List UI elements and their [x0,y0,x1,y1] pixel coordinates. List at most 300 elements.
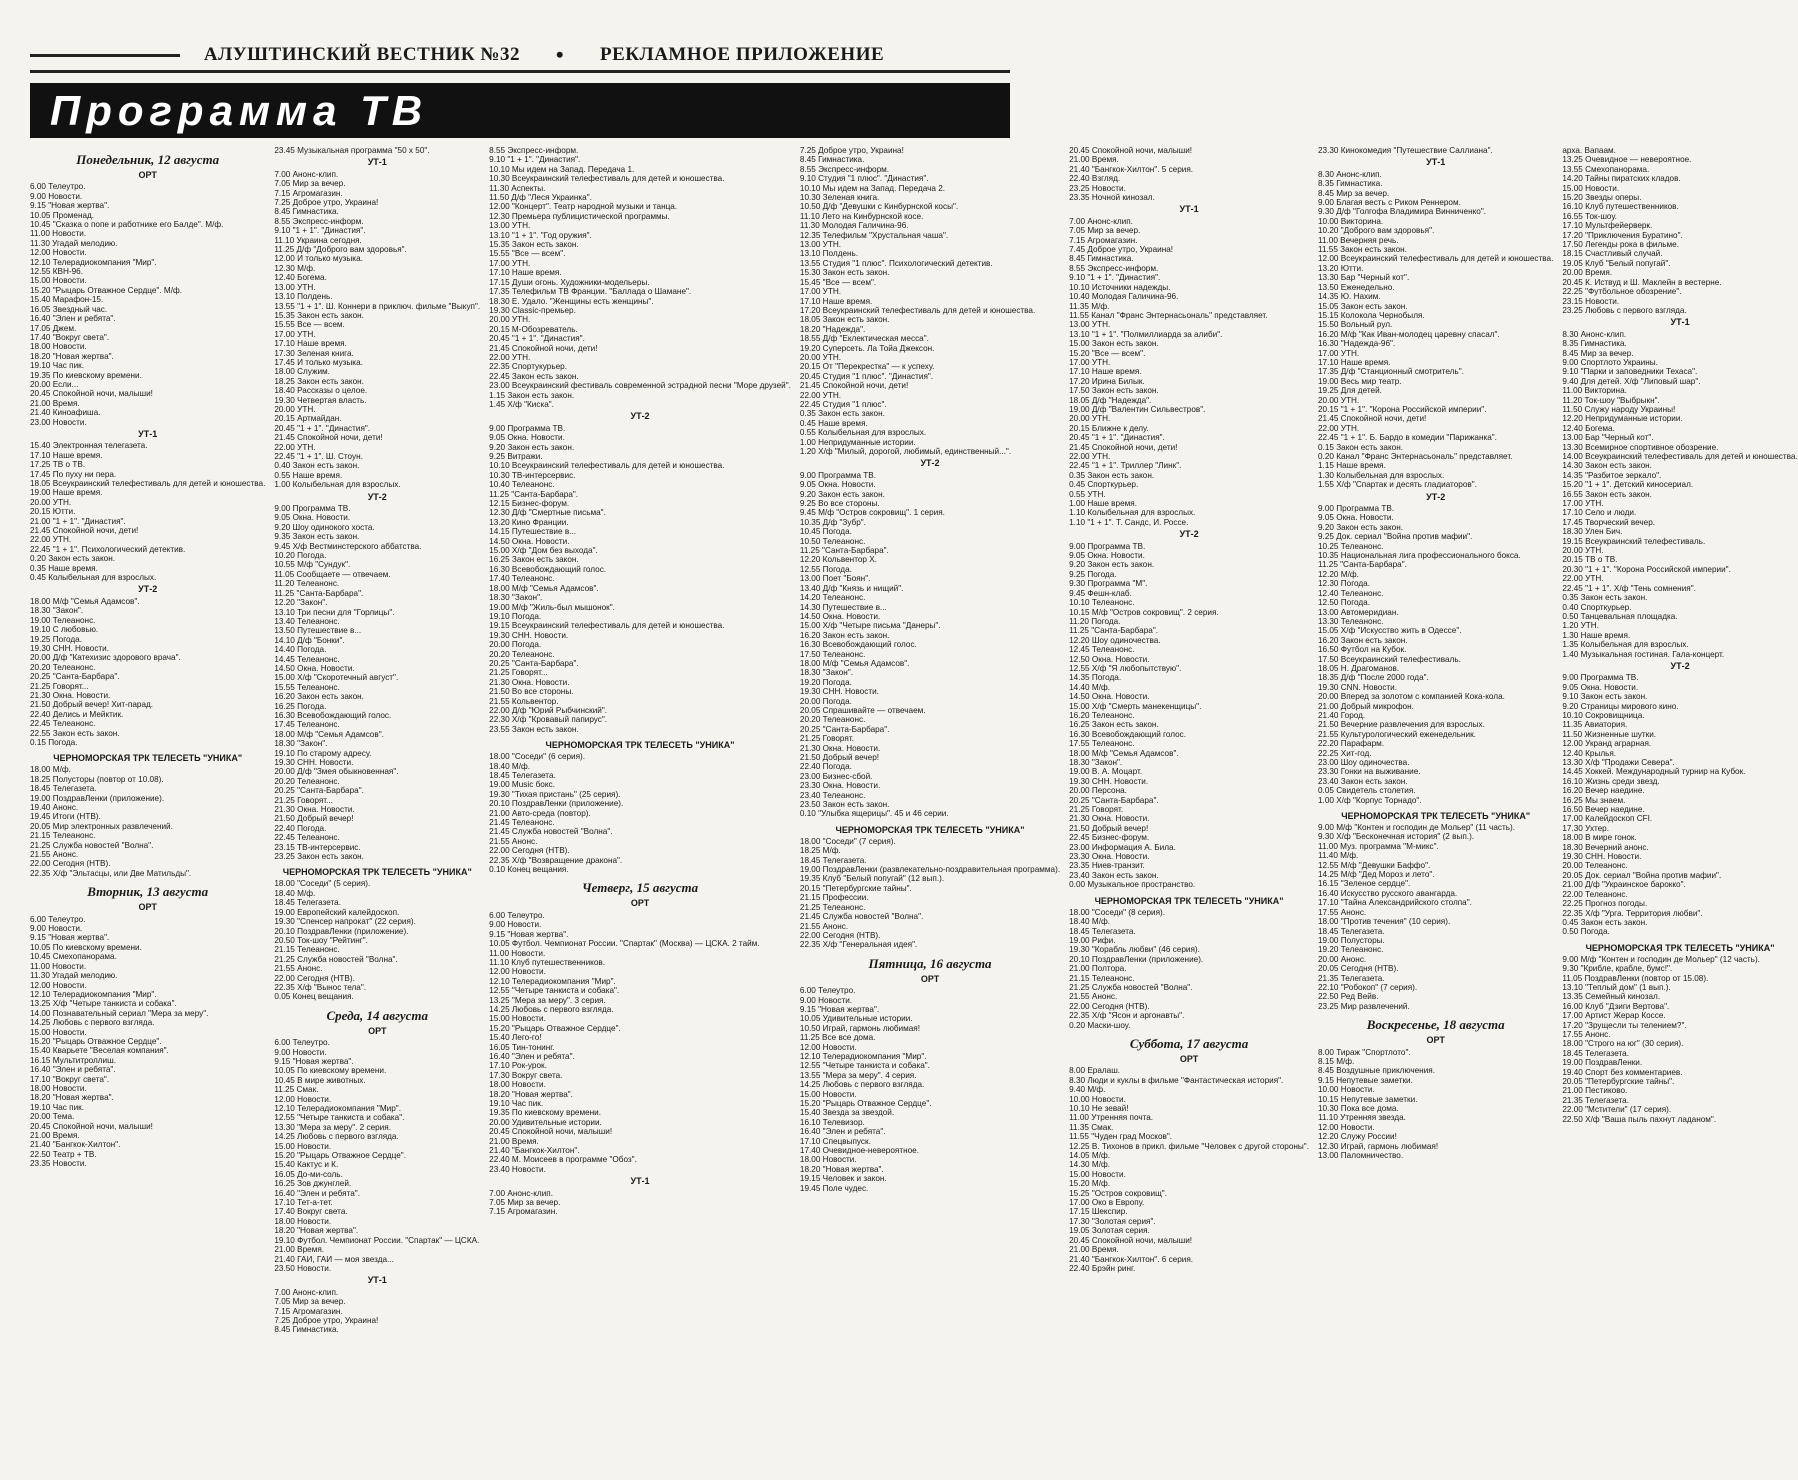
program-entry: 21.35 Телегазета. [1562,1095,1629,1105]
program-entry: 8.35 Гимнастика. [1562,339,1627,349]
program-entry: 19.45 Итоги (НТВ). [30,812,101,822]
program-entry: 16.20 Вечер наедине. [1562,786,1645,796]
program-entry: 13.55 Смехопанорама. [1562,164,1650,174]
program-entry: 23.00 Всеукраинский фестиваль современной эстрадной песни "Море друзей". [489,381,791,391]
program-entry: 17.20 Всеукраинский телефестиваль для детей и юношества. [799,305,1036,315]
program-entry: 21.25 Говорят... [489,668,548,678]
program-entry: 18.00 М/ф "Семья Адамсов". [799,658,910,668]
program-entry: 7.45 Доброе утро, Украина! [1069,245,1174,255]
program-entry: 12.40 Богема. [274,273,327,283]
program-entry: 9.25 Док. сериал "Война против мафии". [1318,532,1473,542]
program-entry: 12.25 В. Тихонов в прикл. фильме "Человек с другой стороны". [1069,1141,1309,1151]
program-entry: 17.00 УТН. [1069,357,1111,367]
program-entry: 17.40 Вокруг света. [274,1207,348,1217]
program-entry: 19.00 Полусторы. [1318,935,1385,945]
newspaper-title: АЛУШТИНСКИЙ ВЕСТНИК №32 [203,44,520,65]
tv-program-masthead: Программа ТВ [30,83,1010,138]
program-entry: 21.00 Полтора. [1069,964,1127,974]
program-entry: 19.20 Суперсеть. Ла Тойа Джексон. [799,343,935,353]
program-entry: 19.00 ПоздравЛенки (приложение). [30,793,165,803]
program-entry: 18.30 "Закон". [1069,758,1123,767]
program-entry: 12.55 "Четыре танкиста и собака". [489,986,620,996]
schedule-column [30,146,265,1456]
program-entry: 9.15 Непутевые заметки. [1318,1075,1413,1085]
program-entry: 11.55 "Чуден град Москов". [1069,1132,1173,1142]
program-entry: 10.10 Мы идем на Запад. Передача 1. [489,164,635,174]
program-entry: 13.35 Семейный кинозал. [1562,992,1661,1002]
program-entry: 8.55 Экспресс-информ. [799,164,890,174]
program-entry: 9.00 Программа ТВ. [1069,541,1146,551]
program-entry: 15.20 "Рыцарь Отважное Сердце". М/ф. [30,285,182,295]
program-entry: 19.00 Д/ф "Валентин Сильвестров". [1069,404,1206,414]
program-entry: 11.25 "Санта-Барбара". [799,546,889,556]
program-entry: 18.20 "Новая жертва". [799,1164,884,1174]
program-entry: 20.15 Ближне к делу. [1069,423,1149,433]
program-entry: 9.15 "Новая жертва". [30,201,110,211]
program-entry: 14.15 Путешествие в... [489,527,577,537]
program-entry: 15.20 "Рыцарь Отважное Сердце". [30,1036,162,1046]
program-entry: 16.30 "Надежда-96". [1318,339,1396,349]
program-entry: 20.00 УТН. [30,497,72,507]
program-entry: 21.40 Киноафиша. [30,408,101,418]
program-entry: 9.00 Программа ТВ. [489,423,566,433]
program-entry: 19.00 Европейский калейдоскоп. [274,907,400,917]
program-entry: 22.45 "1 + 1". Б. Бардо в комедии "Парижанка". [1318,433,1497,443]
program-entry: 13.55 "Мера за меру". 4 серия. [799,1070,917,1080]
program-entry: 9.20 Закон есть закон. [799,489,885,499]
program-entry: 13.30 Всемирное спортивное обозрение. [1562,442,1719,452]
program-entry: 16.30 Всевобождающий голос. [489,564,607,574]
program-entry: 16.05 Тин-тонинг. [489,1042,555,1052]
program-entry: 16.40 Искусство русского авангарда. [1318,888,1458,898]
program-entry: 0.40 Закон есть закон. [274,461,360,471]
program-entry: 22.35 Х/ф "Вынос тела". [274,982,367,992]
channel-heading: ОРТ [1179,1053,1199,1064]
program-entry: 7.05 Мир за вечер. [1069,226,1141,236]
program-entry: 22.00 УТН. [30,535,72,545]
program-entry: 9.15 "Новая жертва". [799,1004,880,1014]
program-entry: 21.45 Спокойной ночи, дети! [1069,442,1178,452]
schedule-column [1562,146,1797,1456]
program-entry: 21.25 Говорят. [799,734,854,744]
program-entry: 16.50 Вечер наедине. [1562,805,1645,815]
program-entry: 23.35 Новости. [30,1159,87,1169]
program-entry: 8.45 Гимнастика. [274,207,339,217]
program-entry: 8.45 Мир за вечер. [1318,188,1390,198]
program-entry: 14.40 М/ф. [1069,682,1110,692]
program-entry: 23.00 Бизнес-сбой. [799,771,873,781]
program-entry: 21.50 Добрый вечер! [1069,823,1149,833]
program-entry: 17.55 Анонс. [1562,1029,1611,1039]
program-entry: 10.15 М/ф "Остров сокровищ". 2 серия. [1069,607,1219,617]
channel-heading: ОРТ [630,898,650,909]
program-entry: 23.00 Новости. [30,417,87,427]
program-entry: 17.35 Д/ф "Станционный смотритель". [1318,367,1464,377]
program-entry: 13.25 Х/ф "Четыре танкиста и собака". [30,999,177,1009]
program-entry: 13.40 Телеанонс. [274,616,340,626]
program-entry: 18.35 Д/ф "После 2000 года". [1318,673,1429,683]
program-entry: 9.05 Окна. Новости. [1069,551,1145,561]
program-entry: 9.00 Программа ТВ. [274,504,351,514]
program-entry: 18.00 "Соседи" (6 серия). [489,752,586,762]
program-entry: 12.50 Погода. [1318,598,1370,608]
program-entry: 20.00 Телеанонс. [1562,861,1628,871]
program-entry: 18.45 Телегазета. [1318,926,1385,936]
program-entry: 6.00 Телеутро. [30,914,86,924]
program-entry: 10.45 Смехопанорама. [30,952,117,962]
program-entry: 22.35 Х/ф "Генеральная идея". [799,940,918,950]
program-entry: 20.00 Если... [30,379,79,389]
program-entry: 14.25 Любовь с первого взгляда. [799,1080,925,1090]
program-entry: 12.10 Телерадиокомпания "Мир". [30,989,157,999]
program-entry: 16.50 Футбол на Кубок. [1318,645,1407,655]
program-entry: 19.00 ПоздравЛенки. [1562,1058,1643,1068]
program-entry: 8.45 Гимнастика. [274,1325,339,1335]
program-entry: 0.55 Наше время. [274,470,343,480]
program-entry: 21.45 Служба новостей "Волна". [489,827,613,837]
program-entry: 13.00 УТН. [274,282,316,292]
program-entry: 1.30 Наше время. [1562,630,1631,640]
program-entry: 22.00 УТН. [1562,574,1604,584]
program-entry: 21.00 Время. [1069,1245,1119,1255]
program-entry: 22.00 УТН. [274,442,316,452]
program-entry: 18.20 "Новая жертва". [30,351,114,361]
program-entry: 22.45 Студия "1 плюс". [799,399,887,409]
program-entry: 21.40 "Бангкок-Хилтон". [30,1140,121,1150]
program-entry: 12.20 Шоу одиночества. [1069,635,1161,645]
program-entry: 18.00 Новости. [799,1155,857,1165]
program-entry: 15.20 Звезды оперы. [1562,193,1642,203]
program-entry: 11.25 "Санта-Барбара". [1069,626,1159,636]
program-entry: 20.45 Спокойной ночи, малыши! [30,389,153,399]
program-entry: 9.05 Окна. Новости. [489,433,565,443]
program-entry: 9.30 Д/ф "Голгофа Владимира Винниченко". [1318,207,1487,217]
program-entry: 15.20 "Рыцарь Отважное Сердце". [489,1023,621,1033]
program-entry: 13.10 "Теплый дом" (1 вып.). [1562,982,1671,992]
program-entry: 14.50 Окна. Новости. [274,663,355,673]
program-entry: 21.30 Окна. Новости. [799,743,881,753]
program-entry: 19.05 Золотая серия. [1069,1226,1150,1236]
program-entry: 11.50 Служу народу Украины! [1562,404,1676,414]
program-entry: 1.10 Колыбельная для взрослых. [1069,508,1196,518]
program-entry: 19.25 Погода. [30,634,82,644]
channel-heading: УТ-2 [367,491,387,502]
program-entry: 8.15 М/ф. [1318,1056,1355,1066]
program-entry: 0.55 Колыбельная для взрослых. [799,428,927,438]
program-entry: 20.05 Мир электронных развлечений. [30,821,173,831]
program-entry: 20.45 "1 + 1". "Династия". [489,334,585,344]
program-entry: 18.30 Вечерний анонс. [1562,842,1649,852]
program-entry: 17.00 УТН. [489,258,531,268]
program-entry: 21.15 Телеанонс. [1069,973,1135,983]
program-entry: 12.00 Новости. [489,967,546,977]
program-entry: 9.15 "Новая жертва". [274,1056,354,1066]
program-entry: 16.15 "Зеленое сердце". [1318,879,1411,889]
program-entry: 22.40 Погода. [799,762,852,772]
program-entry: 16.30 Всевобождающий голос. [1069,729,1187,739]
program-entry: 20.25 "Санта-Барбара". [489,658,579,668]
program-entry: 17.10 Тет-а-тет. [274,1198,333,1208]
program-entry: 11.10 Лето на Кинбурнской косе. [799,211,924,221]
program-entry: 10.55 М/ф "Сундук". [274,560,351,570]
program-entry: 12.10 Телерадиокомпания "Мир". [274,1104,401,1113]
program-entry: 10.00 Викторина. [1318,216,1384,226]
program-entry: 23.50 Новости. [274,1263,332,1273]
program-entry: 11.00 Утренняя почта. [1069,1113,1154,1123]
program-entry: 21.00 Время. [489,1136,539,1146]
program-entry: 14.35 Ю. Нахим. [1318,292,1381,302]
program-entry: 22.40 Погода. [274,823,327,833]
program-entry: 21.55 Анонс. [489,836,538,846]
channel-heading: УТ-2 [138,584,158,595]
program-entry: 17.45 По пуху ни пера. [30,469,117,479]
program-entry: 21.25 Служба новостей "Волна". [1069,982,1193,992]
program-entry: 16.30 Всевобождающий голос. [799,640,917,650]
program-entry: 12.40 Богема. [1562,423,1615,433]
program-entry: 19.00 В. А. Моцарт. [1069,767,1143,777]
program-entry: 23.55 Закон есть закон. [489,724,579,734]
program-entry: 10.45 Погода. [799,527,852,537]
program-entry: 12.40 Телеанонс. [1318,588,1384,598]
program-entry: 8.00 Ералаш. [1069,1066,1121,1076]
program-entry: 15.20 "Все — всем". [1069,348,1146,358]
program-entry: 18.40 М/ф. [1069,917,1110,927]
program-entry: 11.20 Погода. [1069,616,1121,626]
program-entry: 20.00 Д/ф "Змея обыкновенная". [274,767,399,777]
day-heading: Среда, 14 августа [326,1007,429,1023]
program-entry: 13.00 Паломничество. [1318,1151,1404,1161]
program-entry: 18.55 Д/ф "Еклектическая месса". [799,334,929,344]
program-entry: 12.55 Х/ф "Я любопытствую". [1069,663,1182,673]
program-entry: 15.00 Новости. [489,1014,546,1024]
program-entry: 11.30 Молодая Галичина-96. [799,221,909,231]
program-entry: 21.25 Говорят... [30,681,89,691]
program-entry: 10.50 Д/ф "Девушки с Кинбурнской косы". [799,202,959,212]
program-entry: 18.00 "Соседи" (5 серия). [274,879,371,889]
program-entry: 12.55 Погода. [799,564,852,574]
program-entry: 14.45 Телеанонс. [274,654,340,664]
program-entry: 12.00 И только музыка. [274,254,363,264]
channel-heading: ОРТ [920,973,940,984]
program-entry: 12.00 "Концерт". Театр народной музыки и танца. [489,202,678,212]
program-entry: 18.00 Новости. [489,1080,546,1090]
program-entry: 11.50 Д/ф "Леся Украинка". [489,193,592,203]
program-entry: 22.00 Сегодня (НТВ). [1069,1001,1150,1011]
program-entry: 17.10 Спецвыпуск. [799,1136,871,1146]
program-entry: 23.35 Ниев-транзит. [1069,861,1145,871]
program-entry: 19.30 СНН. Новости. [489,630,569,640]
program-entry: 20.15 ТВ о ТВ. [1562,555,1618,565]
channel-heading: ОРТ [138,170,157,180]
program-entry: 15.25 "Остров сокровищ". [1069,1188,1167,1198]
program-entry: 21.15 Телеанонс. [274,945,340,955]
channel-heading: УТ-2 [1426,491,1446,502]
program-entry: 15.00 Новости. [274,1141,332,1151]
program-entry: 11.30 Угадай мелодию. [30,971,118,981]
program-entry: 22.45 Телеанонс. [274,833,340,843]
channel-heading: УТ-2 [920,458,940,469]
program-entry: 22.00 Сегодня (НТВ). [30,859,111,869]
program-entry: 19.45 Поле чудес. [799,1183,869,1193]
program-entry: 18.00 "Против течения" (10 серия). [1318,917,1451,927]
program-entry: 16.00 Клуб "Дзиги Вертова". [1562,1001,1670,1011]
program-entry: 21.40 ГАИ, ГАИ — моя звезда... [274,1254,394,1264]
program-entry: 23.25 Новости. [1069,183,1126,193]
program-entry: 16.25 Закон есть закон. [489,555,579,565]
program-entry: 21.55 Культурологический еженедельник. [1318,729,1476,739]
program-entry: 20.45 Спокойной ночи, малыши! [1069,146,1193,155]
program-entry: 11.55 Канал "Франс Энтернасьональ" представляет. [1069,310,1268,320]
program-entry: 9.40 Для детей. Х/ф "Липовый шар". [1562,376,1701,386]
program-entry: 21.45 Служба новостей "Волна". [799,912,924,922]
program-entry: 17.50 Телеанонс. [799,649,866,659]
header-separator: • [555,42,565,67]
program-entry: 12.00 Укранд аграрная. [1562,739,1652,749]
program-entry: 8.45 Гимнастика. [1069,254,1134,264]
program-entry: 10.15 Непутевые заметки. [1318,1094,1418,1104]
program-entry: 9.00 Благая весть с Риком Реннером. [1318,198,1461,208]
program-entry: 12.50 Окна. Новости. [1069,654,1150,664]
program-entry: 21.55 Анонс. [799,921,849,931]
program-entry: 21.55 Анонс. [30,850,79,860]
program-entry: 9.45 Фешн-клаб. [1069,588,1132,598]
local-channel-heading: ЧЕРНОМОРСКАЯ ТРК ТЕЛЕСЕТЬ "УНИКА" [545,740,735,751]
program-entry: 15.15 Колокола Чернобыля. [1318,310,1425,320]
program-entry: 22.00 УТН. [1069,452,1111,461]
program-entry: 13.55 "1 + 1". Ш. Коннери в приключ. фильме "Выкуп". [274,301,481,311]
program-entry: 20.00 УТН. [1318,395,1360,405]
local-channel-heading: ЧЕРНОМОРСКАЯ ТРК ТЕЛЕСЕТЬ "УНИКА" [282,867,472,878]
channel-heading: УТ-1 [367,157,387,168]
program-entry: 20.30 "1 + 1". "Корона Российской империи". [1562,564,1731,574]
program-entry: 17.10 Наше время. [1318,357,1391,367]
program-entry: 0.35 Закон есть закон. [799,409,885,419]
program-entry: 20.10 ПоздравЛенки (приложение). [274,926,409,936]
program-entry: 21.50 Добрый вечер! [799,753,880,762]
local-channel-heading: ЧЕРНОМОРСКАЯ ТРК ТЕЛЕСЕТЬ "УНИКА" [1585,942,1775,953]
program-entry: 20.45 К. Иствуд и Ш. Маклейн в вестерне. [1562,277,1722,287]
program-entry: 17.45 И только музыка. [274,357,363,367]
program-entry: 17.40 Очевидное-невероятное. [799,1146,919,1156]
program-entry: 20.50 Ток-шоу "Рейтинг". [274,935,368,945]
program-entry: 14.30 Путешествие в... [799,602,887,612]
program-entry: 15.00 Новости. [1069,1169,1126,1179]
program-entry: 18.30 "Закон". [799,668,854,678]
program-entry: 17.45 Телеанонс. [274,720,340,730]
program-entry: 12.00 Новости. [1318,1122,1375,1132]
program-entry: 0.40 Спорткурьер. [1562,602,1632,612]
program-entry: 20.25 "Санта-Барбара". [30,672,120,682]
program-entry: 22.40 М. Моисеев в программе "Обоз". [489,1155,637,1165]
program-entry: 12.20 Служу России! [1318,1132,1397,1142]
program-entry: 21.40 "Бангкок-Хилтон". [489,1146,580,1156]
program-entry: 0.20 Маски-шоу. [1069,1020,1131,1030]
program-entry: 0.35 Закон есть закон. [1562,593,1648,603]
program-entry: 14.45 Хоккей. Международный турнир на Кубок. [1562,767,1746,777]
program-entry: 16.20 Закон есть закон. [799,630,890,640]
program-entry: 9.20 Закон есть закон. [1069,560,1155,570]
program-entry: 21.15 Телеанонс. [30,831,96,841]
channel-heading: УТ-2 [630,411,650,422]
program-entry: 19.35 По киевскому времени. [489,1108,602,1118]
program-entry: 20.00 Анонс. [1318,954,1367,964]
program-entry: 22.00 "Мстители" (17 серия). [1562,1105,1672,1115]
program-entry: 14.25 М/ф "Дед Мороз и лето". [1318,870,1435,880]
day-heading: Четверг, 15 августа [581,880,699,896]
program-entry: 10.40 Телеанонс. [489,480,555,490]
program-entry: 18.45 Телегазета. [1069,926,1136,936]
program-entry: 12.35 Телефильм "Хрустальная чаша". [799,230,949,240]
program-entry: 22.35 Х/ф "Эльтасцы, или Две Матильды". [30,868,192,878]
program-entry: 16.10 Телевизор. [799,1117,865,1127]
program-entry: 13.30 Бар "Черный кот". [1318,273,1410,283]
program-entry: 10.45 В мире животных. [274,1075,366,1085]
schedule-column [1069,146,1309,1456]
day-heading: Пятница, 16 августа [868,955,992,971]
program-entry: 20.15 М-Обозреватель. [489,324,578,334]
program-entry: 18.20 "Надежда". [799,324,866,334]
program-entry: 22.00 Телеанонс. [1562,889,1628,899]
program-entry: 11.35 Авиатория. [1562,720,1628,730]
program-entry: 15.40 Кактус и К. [274,1160,339,1170]
program-entry: 12.30 Погода. [1318,579,1370,589]
program-entry: 10.35 Национальная лига профессионального бокса. [1318,551,1521,561]
program-entry: 17.10 Наше время. [30,450,103,460]
program-entry: 16.40 "Элен и ребята". [274,1188,360,1198]
program-entry: 17.10 "Вокруг света". [30,1074,110,1084]
program-entry: 11.00 Новости. [30,229,87,239]
program-entry: 10.45 "Сказка о попе и работнике его Балде". М/ф. [30,220,224,230]
program-entry: 11.35 М/ф. [1069,301,1110,311]
program-entry: 10.05 По киевскому времени. [274,1066,387,1076]
program-entry: 9.00 Спортлото Украины. [1562,357,1658,367]
program-entry: 9.15 "Новая жертва". [489,929,569,939]
program-entry: 21.00 Добрый микрофон. [1318,701,1414,711]
program-entry: 12.00 Новости. [30,980,87,990]
program-entry: 15.55 Все — всем. [274,320,345,330]
program-entry: 22.00 УТН. [1318,423,1360,433]
program-entry: 22.00 УТН. [489,352,531,362]
program-entry: 19.00 ПоздравЛенки (развлекательно-поздравительная программа). [799,865,1061,875]
program-entry: 15.40 Звезда за звездой. [799,1108,895,1118]
program-entry: 9.00 М/ф "Контен и господин де Мольер" (12 часть). [1562,954,1760,964]
program-entry: 0.20 Закон есть закон. [30,554,116,564]
program-entry: 17.00 УТН. [274,329,316,339]
program-entry: 15.55 "Все — всем". [489,249,566,259]
local-channel-heading: ЧЕРНОМОРСКАЯ ТРК ТЕЛЕСЕТЬ "УНИКА" [835,824,1025,835]
program-entry: 9.00 Новости. [274,1047,327,1057]
program-entry: 11.10 Утренняя звезда. [1318,1113,1406,1123]
program-entry: 6.00 Телеутро. [489,910,545,920]
program-entry: 21.00 Время. [30,1131,80,1140]
program-entry: 20.45 "1 + 1". "Династия". [1069,433,1165,443]
program-entry: 8.30 Люди и куклы в фильме "Фантастическая история". [1069,1075,1284,1085]
program-entry: 21.40 "Бангкок-Хилтон". 6 серия. [1069,1254,1194,1264]
program-entry: 8.30 Анонс-клип. [1562,329,1627,339]
local-channel-heading: ЧЕРНОМОРСКАЯ ТРК ТЕЛЕСЕТЬ "УНИКА" [53,753,243,764]
program-entry: 15.50 Вольный рул. [1318,320,1393,330]
program-entry: 9.00 М/ф "Контен и господин де Мольер" (11 часть). [1318,823,1515,833]
program-entry: 10.05 Футбол. Чемпионат России. "Спартак" (Москва) — ЦСКА. 2 тайм. [489,939,760,949]
program-entry: 21.00 "1 + 1". "Династия". [30,516,126,526]
program-entry: 23.15 ТВ-интерсервис. [274,842,361,852]
program-entry: 18.40 М/ф. [489,761,531,771]
program-entry: 19.15 Всеукраинский телефестиваль для детей и юношества. [489,621,725,631]
program-entry: 10.10 Источники надежды. [1069,282,1171,292]
program-entry: 12.20 М/ф. [1318,569,1359,579]
program-entry: 18.00 "Соседи" (7 серия). [799,836,896,846]
program-entry: 19.30 СНН. Новости. [1069,776,1149,786]
